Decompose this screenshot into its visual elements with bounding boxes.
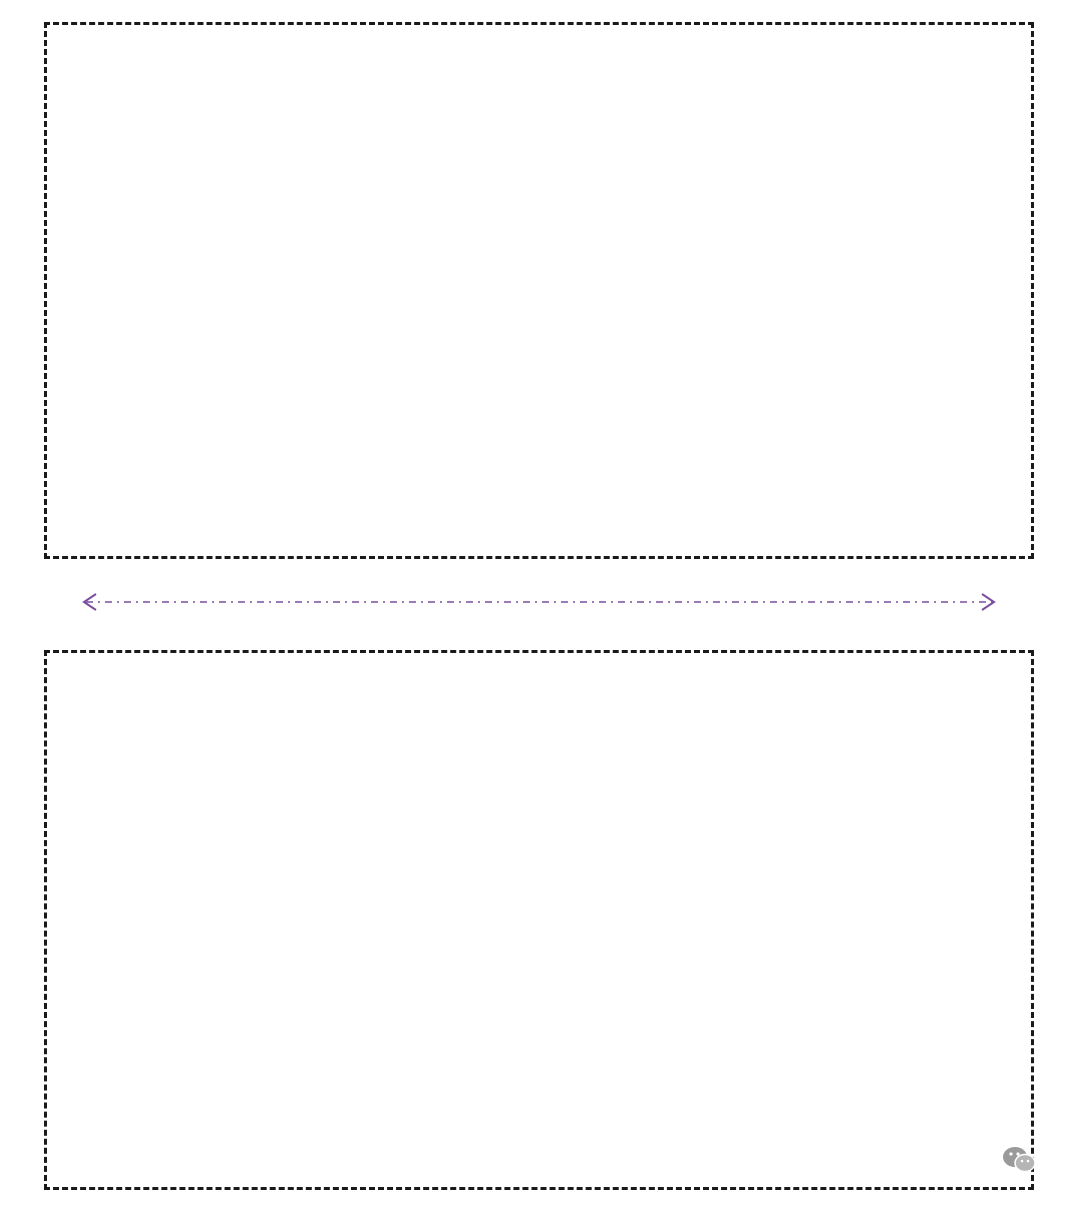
section-divider	[80, 590, 998, 614]
wechat-icon	[1002, 1146, 1036, 1174]
dictation-table	[44, 650, 1034, 1190]
watermark	[1002, 1146, 1044, 1174]
memorize-table	[44, 22, 1034, 559]
